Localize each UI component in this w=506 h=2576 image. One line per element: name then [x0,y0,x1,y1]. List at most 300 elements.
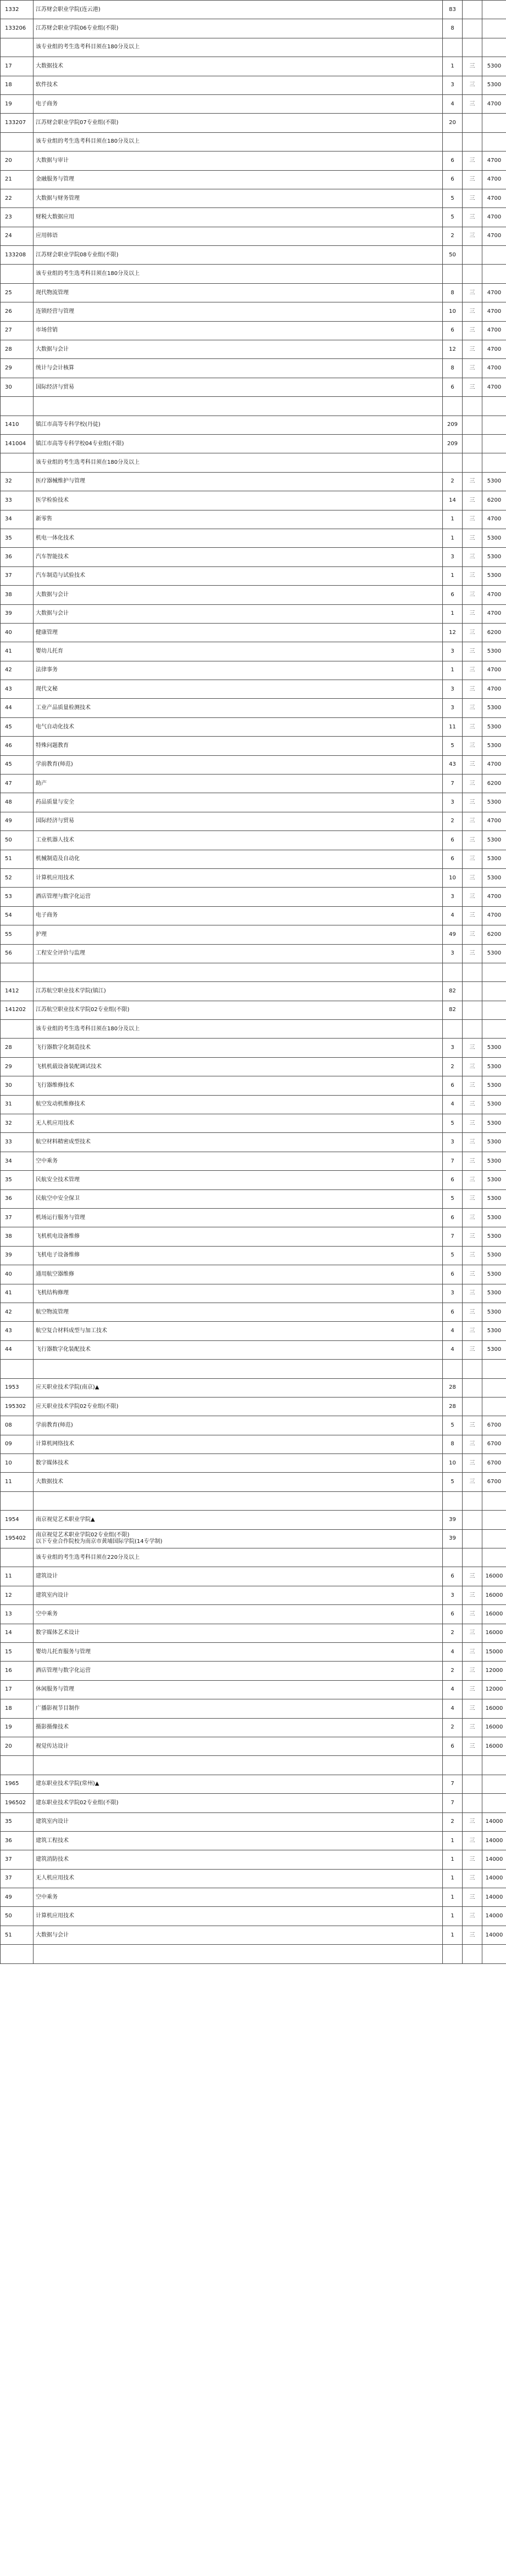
tuition-cell: 5300 [482,57,506,76]
duration-cell: 三 [463,1605,482,1624]
code-cell: 195302 [1,1397,34,1416]
quota-cell [443,132,463,151]
quota-cell: 6 [443,1567,463,1586]
table-row [1,642,506,661]
name-cell: 该专业组的考生选考科目须在180分及以上 [34,265,443,283]
table-row [1,1001,506,1019]
tuition-cell: 5300 [482,1057,506,1076]
name-cell: 婴幼儿托育服务与管理 [34,1642,443,1661]
tuition-cell: 5300 [482,566,506,585]
duration-cell: 三 [463,717,482,736]
name-cell: 大数据与会计 [34,1926,443,1944]
name-cell: 无人机应用技术 [34,1869,443,1888]
tuition-cell: 4700 [482,340,506,359]
quota-cell: 7 [443,1794,463,1812]
duration-cell: 三 [463,1850,482,1869]
duration-cell [463,1511,482,1529]
quota-cell: 5 [443,1473,463,1491]
tuition-cell [482,1360,506,1378]
tuition-cell [482,1775,506,1793]
quota-cell: 6 [443,378,463,396]
code-cell [1,1756,34,1775]
name-cell: 江苏航空职业技术学院02专业组(不限) [34,1001,443,1019]
table-row [1,1435,506,1453]
name-cell: 数字媒体技术 [34,1454,443,1473]
code-cell: 27 [1,321,34,340]
duration-cell [463,397,482,416]
tuition-cell [482,1,506,19]
name-cell: 助产 [34,775,443,793]
tuition-cell [482,1794,506,1812]
tuition-cell: 4700 [482,680,506,699]
quota-cell: 3 [443,548,463,566]
tuition-cell: 4700 [482,604,506,623]
table-row [1,416,506,434]
duration-cell: 三 [463,170,482,189]
duration-cell: 三 [463,151,482,170]
tuition-cell: 5300 [482,472,506,491]
table-row [1,1397,506,1416]
code-cell: 42 [1,661,34,680]
name-cell: 视觉传达设计 [34,1737,443,1755]
tuition-cell: 5300 [482,1114,506,1133]
table-row [1,982,506,1001]
name-cell: 电子商务 [34,906,443,925]
duration-cell: 三 [463,680,482,699]
code-cell [1,397,34,416]
table-row [1,1209,506,1227]
tuition-cell: 16000 [482,1718,506,1737]
table-row [1,397,506,416]
quota-cell: 10 [443,868,463,887]
duration-cell [463,416,482,434]
quota-cell: 8 [443,19,463,38]
name-cell: 机场运行服务与管理 [34,1209,443,1227]
duration-cell: 三 [463,1624,482,1642]
quota-cell: 6 [443,1605,463,1624]
name-cell: 江苏航空职业技术学院(镇江) [34,982,443,1001]
code-cell: 37 [1,566,34,585]
quota-cell [443,38,463,57]
name-cell: 该专业组的考生选考科目须在220分及以上 [34,1548,443,1567]
name-cell: 特殊问题教育 [34,737,443,755]
tuition-cell: 5300 [482,548,506,566]
table-row [1,850,506,868]
quota-cell: 6 [443,1209,463,1227]
table-row [1,1756,506,1775]
quota-cell [443,453,463,472]
quota-cell: 2 [443,472,463,491]
quota-cell: 2 [443,1812,463,1831]
table-row [1,472,506,491]
code-cell [1,963,34,981]
tuition-cell: 5300 [482,1284,506,1303]
table-row [1,1246,506,1265]
table-row [1,1303,506,1321]
duration-cell: 三 [463,906,482,925]
name-cell: 建筑工程技术 [34,1831,443,1850]
code-cell: 46 [1,737,34,755]
code-cell: 133208 [1,246,34,265]
code-cell: 44 [1,699,34,717]
tuition-cell: 5300 [482,737,506,755]
code-cell: 29 [1,359,34,378]
table-row [1,94,506,113]
duration-cell: 三 [463,1076,482,1095]
name-cell: 大数据技术 [34,57,443,76]
quota-cell: 3 [443,1284,463,1303]
table-row [1,1360,506,1378]
duration-cell: 三 [463,1869,482,1888]
quota-cell [443,265,463,283]
name-cell: 计算机网络技术 [34,1435,443,1453]
name-cell: 飞机电子设备维修 [34,1246,443,1265]
duration-cell [463,1491,482,1510]
quota-cell: 5 [443,1246,463,1265]
code-cell: 28 [1,340,34,359]
duration-cell: 三 [463,491,482,510]
name-cell: 大数据技术 [34,1473,443,1491]
tuition-cell: 4700 [482,661,506,680]
quota-cell [443,1548,463,1567]
name-cell: 广播影视节目制作 [34,1699,443,1718]
code-cell: 33 [1,491,34,510]
code-cell: 1953 [1,1378,34,1397]
name-cell: 该专业组的考生选考科目须在180分及以上 [34,132,443,151]
name-cell: 医学检验技术 [34,491,443,510]
duration-cell [463,1529,482,1548]
quota-cell: 6 [443,850,463,868]
duration-cell: 三 [463,566,482,585]
tuition-cell [482,1020,506,1039]
tuition-cell: 4700 [482,586,506,604]
table-row [1,170,506,189]
quota-cell: 3 [443,699,463,717]
table-row [1,1567,506,1586]
name-cell: 飞机机电设备维修 [34,1227,443,1246]
code-cell: 30 [1,378,34,396]
code-cell: 13 [1,1605,34,1624]
quota-cell: 6 [443,831,463,850]
table-row [1,1737,506,1755]
name-cell: 江苏财会职业学院(连云港) [34,1,443,19]
tuition-cell: 4700 [482,189,506,207]
name-cell: 航空复合材料成型与加工技术 [34,1322,443,1340]
quota-cell: 39 [443,1529,463,1548]
code-cell: 51 [1,1926,34,1944]
name-cell: 机电一体化技术 [34,529,443,547]
quota-cell: 1 [443,604,463,623]
quota-cell [443,1491,463,1510]
code-cell: 34 [1,1152,34,1170]
name-cell: 建筑消防技术 [34,1850,443,1869]
code-cell: 40 [1,1265,34,1284]
tuition-cell [482,38,506,57]
code-cell: 196502 [1,1794,34,1812]
table-row [1,1680,506,1699]
name-cell: 江苏财会职业学院07专业组(不限) [34,114,443,132]
quota-cell: 1 [443,1926,463,1944]
duration-cell: 三 [463,472,482,491]
duration-cell: 三 [463,1473,482,1491]
code-cell: 19 [1,94,34,113]
tuition-cell [482,19,506,38]
code-cell: 141004 [1,434,34,453]
duration-cell: 三 [463,1718,482,1737]
quota-cell: 3 [443,1039,463,1057]
duration-cell: 三 [463,359,482,378]
code-cell: 195402 [1,1529,34,1548]
table-row [1,1227,506,1246]
code-cell: 49 [1,812,34,830]
name-cell: 学前教育(师范) [34,755,443,774]
duration-cell: 三 [463,321,482,340]
table-row [1,1,506,19]
table-row [1,1076,506,1095]
code-cell: 1410 [1,416,34,434]
tuition-cell: 14000 [482,1888,506,1907]
duration-cell: 三 [463,1133,482,1152]
name-cell: 工程安全评价与监理 [34,944,443,963]
table-row [1,453,506,472]
name-cell: 电子商务 [34,94,443,113]
table-row [1,755,506,774]
duration-cell: 三 [463,944,482,963]
duration-cell [463,453,482,472]
tuition-cell: 5300 [482,76,506,94]
table-row [1,812,506,830]
tuition-cell: 5300 [482,850,506,868]
duration-cell: 三 [463,737,482,755]
quota-cell: 7 [443,1152,463,1170]
tuition-cell [482,1511,506,1529]
duration-cell: 三 [463,1926,482,1944]
table-row [1,1095,506,1114]
table-row [1,1794,506,1812]
tuition-cell: 6200 [482,925,506,944]
table-row [1,1454,506,1473]
table-row [1,1945,506,1963]
name-cell: 医疗器械维护与管理 [34,472,443,491]
tuition-cell: 4700 [482,378,506,396]
name-cell: 建筑室内设计 [34,1586,443,1604]
duration-cell: 三 [463,1039,482,1057]
quota-cell: 12 [443,340,463,359]
quota-cell: 1 [443,1831,463,1850]
code-cell: 11 [1,1567,34,1586]
name-cell: 汽车制造与试验技术 [34,566,443,585]
name-cell: 飞机机载设备装配调试技术 [34,1057,443,1076]
tuition-cell: 5300 [482,642,506,661]
quota-cell: 5 [443,189,463,207]
table-row [1,1624,506,1642]
tuition-cell: 6200 [482,491,506,510]
code-cell: 48 [1,793,34,812]
tuition-cell: 4700 [482,359,506,378]
tuition-cell: 5300 [482,1265,506,1284]
tuition-cell: 5300 [482,868,506,887]
tuition-cell: 5300 [482,1189,506,1208]
name-cell: 统计与会计核算 [34,359,443,378]
code-cell: 17 [1,57,34,76]
duration-cell [463,434,482,453]
code-cell: 54 [1,906,34,925]
quota-cell: 4 [443,906,463,925]
name-cell: 镇江市高等专科学校(丹徒) [34,416,443,434]
duration-cell: 三 [463,793,482,812]
quota-cell: 43 [443,755,463,774]
code-cell [1,132,34,151]
name-cell: 护理 [34,925,443,944]
duration-cell: 三 [463,76,482,94]
duration-cell: 三 [463,1265,482,1284]
quota-cell: 3 [443,1586,463,1604]
code-cell: 08 [1,1416,34,1435]
quota-cell [443,1945,463,1963]
tuition-cell: 6200 [482,775,506,793]
quota-cell: 1 [443,510,463,529]
quota-cell: 3 [443,680,463,699]
quota-cell: 12 [443,623,463,642]
tuition-cell: 5300 [482,1227,506,1246]
table-row [1,699,506,717]
table-row [1,1265,506,1284]
code-cell: 47 [1,775,34,793]
duration-cell [463,19,482,38]
quota-cell: 6 [443,1303,463,1321]
code-cell: 39 [1,604,34,623]
table-row [1,623,506,642]
tuition-cell: 15000 [482,1642,506,1661]
tuition-cell [482,1001,506,1019]
table-row [1,321,506,340]
table-row [1,1511,506,1529]
tuition-cell [482,114,506,132]
table-row [1,1529,506,1548]
code-cell: 1412 [1,982,34,1001]
tuition-cell: 4700 [482,321,506,340]
table-row [1,57,506,76]
duration-cell [463,1775,482,1793]
tuition-cell: 4700 [482,208,506,227]
table-row [1,359,506,378]
tuition-cell: 5300 [482,1152,506,1170]
quota-cell: 209 [443,416,463,434]
code-cell: 15 [1,1642,34,1661]
quota-cell: 3 [443,642,463,661]
code-cell: 29 [1,1057,34,1076]
name-cell: 南京视觉艺术职业学院02专业组(不限) 以下专业合作院校为南京市黄埔国际学院(14专学制) [34,1529,443,1548]
code-cell: 28 [1,1039,34,1057]
quota-cell: 5 [443,1189,463,1208]
table-row [1,1491,506,1510]
code-cell: 42 [1,1303,34,1321]
quota-cell: 3 [443,793,463,812]
quota-cell: 20 [443,114,463,132]
quota-cell: 6 [443,321,463,340]
quota-cell: 6 [443,1076,463,1095]
quota-cell: 3 [443,888,463,906]
name-cell: 机械制造及自动化 [34,850,443,868]
table-row [1,1057,506,1076]
name-cell: 飞行器维修技术 [34,1076,443,1095]
quota-cell: 3 [443,1133,463,1152]
quota-cell: 6 [443,586,463,604]
quota-cell: 6 [443,151,463,170]
code-cell: 133206 [1,19,34,38]
duration-cell: 三 [463,378,482,396]
code-cell: 22 [1,189,34,207]
duration-cell: 三 [463,1416,482,1435]
tuition-cell: 4700 [482,302,506,321]
quota-cell [443,1020,463,1039]
tuition-cell: 4700 [482,170,506,189]
name-cell: 飞机结构修理 [34,1284,443,1303]
code-cell: 36 [1,1831,34,1850]
name-cell: 建筑设计 [34,1567,443,1586]
table-row [1,963,506,981]
quota-cell: 5 [443,1114,463,1133]
tuition-cell [482,1491,506,1510]
quota-cell: 3 [443,944,463,963]
name-cell: 飞行器数字化制造技术 [34,1039,443,1057]
duration-cell: 三 [463,642,482,661]
quota-cell: 6 [443,1265,463,1284]
duration-cell [463,1,482,19]
code-cell: 19 [1,1718,34,1737]
tuition-cell: 5300 [482,1209,506,1227]
duration-cell: 三 [463,529,482,547]
tuition-cell: 12000 [482,1662,506,1680]
tuition-cell: 5300 [482,1133,506,1152]
tuition-cell: 16000 [482,1567,506,1586]
tuition-cell: 16000 [482,1624,506,1642]
table-row [1,888,506,906]
tuition-cell: 4700 [482,283,506,302]
table-row [1,1416,506,1435]
duration-cell: 三 [463,925,482,944]
tuition-cell: 5300 [482,831,506,850]
code-cell: 43 [1,1322,34,1340]
table-row [1,1850,506,1869]
tuition-cell: 4700 [482,151,506,170]
name-cell: 航空材料精密成型技术 [34,1133,443,1152]
code-cell: 32 [1,1114,34,1133]
quota-cell: 1 [443,529,463,547]
quota-cell: 50 [443,246,463,265]
name-cell: 江苏财会职业学院06专业组(不限) [34,19,443,38]
name-cell: 大数据与财务管理 [34,189,443,207]
tuition-cell [482,1548,506,1567]
quota-cell: 11 [443,717,463,736]
quota-cell: 2 [443,227,463,245]
duration-cell: 三 [463,1699,482,1718]
table-row [1,1926,506,1944]
code-cell: 23 [1,208,34,227]
duration-cell: 三 [463,208,482,227]
name-cell: 大数据与会计 [34,604,443,623]
code-cell: 45 [1,755,34,774]
tuition-cell [482,397,506,416]
duration-cell: 三 [463,1737,482,1755]
code-cell: 44 [1,1340,34,1359]
duration-cell [463,114,482,132]
duration-cell [463,963,482,981]
duration-cell: 三 [463,340,482,359]
tuition-cell: 6200 [482,623,506,642]
table-row [1,1152,506,1170]
code-cell: 1954 [1,1511,34,1529]
